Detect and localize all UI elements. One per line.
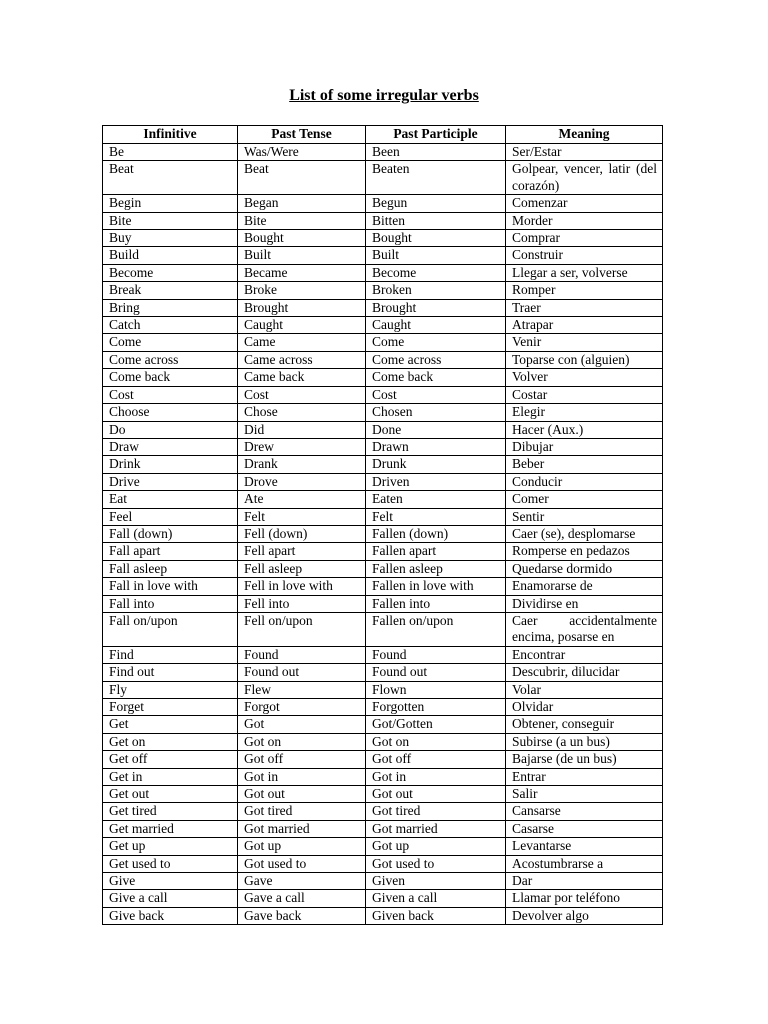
infinitive-cell: Be <box>103 144 238 161</box>
infinitive-cell: Fall asleep <box>103 560 238 577</box>
past-participle-cell: Become <box>366 264 506 281</box>
past-participle-cell: Fallen apart <box>366 543 506 560</box>
table-body <box>103 144 663 925</box>
table-row <box>103 299 663 316</box>
table-row <box>103 404 663 421</box>
past-participle-cell: Fallen (down) <box>366 525 506 542</box>
past-tense-cell: Fell into <box>238 595 366 612</box>
meaning-cell: Dividirse en <box>506 595 663 612</box>
infinitive-cell: Build <box>103 247 238 264</box>
infinitive-cell: Find <box>103 646 238 663</box>
past-tense-cell: Came back <box>238 369 366 386</box>
meaning-cell: Llamar por teléfono <box>506 890 663 907</box>
past-participle-cell: Fallen on/upon <box>366 612 506 646</box>
past-participle-cell: Fallen into <box>366 595 506 612</box>
past-tense-cell: Cost <box>238 386 366 403</box>
infinitive-cell: Forget <box>103 699 238 716</box>
past-participle-cell: Drawn <box>366 438 506 455</box>
past-participle-cell: Come across <box>366 351 506 368</box>
table-row <box>103 733 663 750</box>
table-row <box>103 473 663 490</box>
past-tense-cell: Flew <box>238 681 366 698</box>
infinitive-cell: Get married <box>103 820 238 837</box>
past-participle-cell: Been <box>366 144 506 161</box>
table-row <box>103 456 663 473</box>
table-row <box>103 578 663 595</box>
header-meaning: Meaning <box>506 126 663 144</box>
meaning-cell: Acostumbrarse a <box>506 855 663 872</box>
irregular-verbs-table <box>102 125 663 925</box>
past-tense-cell: Fell apart <box>238 543 366 560</box>
table-row <box>103 612 663 646</box>
past-participle-cell: Beaten <box>366 161 506 195</box>
infinitive-cell: Fall in love with <box>103 578 238 595</box>
table-row <box>103 247 663 264</box>
past-tense-cell: Drove <box>238 473 366 490</box>
table-row <box>103 751 663 768</box>
infinitive-cell: Find out <box>103 664 238 681</box>
meaning-cell: Sentir <box>506 508 663 525</box>
infinitive-cell: Break <box>103 282 238 299</box>
past-participle-cell: Found out <box>366 664 506 681</box>
infinitive-cell: Eat <box>103 491 238 508</box>
table-row <box>103 144 663 161</box>
meaning-cell: Costar <box>506 386 663 403</box>
meaning-cell: Cansarse <box>506 803 663 820</box>
table-row <box>103 369 663 386</box>
infinitive-cell: Get in <box>103 768 238 785</box>
past-tense-cell: Bought <box>238 230 366 247</box>
infinitive-cell: Catch <box>103 317 238 334</box>
meaning-cell: Toparse con (alguien) <box>506 351 663 368</box>
infinitive-cell: Fall apart <box>103 543 238 560</box>
past-participle-cell: Eaten <box>366 491 506 508</box>
past-tense-cell: Fell in love with <box>238 578 366 595</box>
meaning-cell: Comenzar <box>506 195 663 212</box>
meaning-cell: Traer <box>506 299 663 316</box>
past-tense-cell: Got used to <box>238 855 366 872</box>
table-row <box>103 803 663 820</box>
meaning-cell: Devolver algo <box>506 907 663 924</box>
past-participle-cell: Felt <box>366 508 506 525</box>
table-row <box>103 438 663 455</box>
header-past-participle: Past Participle <box>366 126 506 144</box>
past-tense-cell: Bite <box>238 212 366 229</box>
meaning-cell: Hacer (Aux.) <box>506 421 663 438</box>
meaning-cell: Levantarse <box>506 838 663 855</box>
past-participle-cell: Come <box>366 334 506 351</box>
past-participle-cell: Got off <box>366 751 506 768</box>
infinitive-cell: Bring <box>103 299 238 316</box>
infinitive-cell: Buy <box>103 230 238 247</box>
meaning-cell: Quedarse dormido <box>506 560 663 577</box>
past-participle-cell: Done <box>366 421 506 438</box>
infinitive-cell: Choose <box>103 404 238 421</box>
meaning-cell: Elegir <box>506 404 663 421</box>
past-participle-cell: Caught <box>366 317 506 334</box>
meaning-cell: Comprar <box>506 230 663 247</box>
table-row <box>103 716 663 733</box>
past-tense-cell: Got tired <box>238 803 366 820</box>
past-tense-cell: Came across <box>238 351 366 368</box>
past-tense-cell: Got up <box>238 838 366 855</box>
infinitive-cell: Get up <box>103 838 238 855</box>
past-participle-cell: Begun <box>366 195 506 212</box>
past-tense-cell: Became <box>238 264 366 281</box>
past-tense-cell: Built <box>238 247 366 264</box>
past-tense-cell: Got out <box>238 786 366 803</box>
past-tense-cell: Caught <box>238 317 366 334</box>
past-participle-cell: Given a call <box>366 890 506 907</box>
past-participle-cell: Driven <box>366 473 506 490</box>
table-row <box>103 873 663 890</box>
past-tense-cell: Forgot <box>238 699 366 716</box>
table-row <box>103 560 663 577</box>
past-tense-cell: Came <box>238 334 366 351</box>
infinitive-cell: Get out <box>103 786 238 803</box>
past-participle-cell: Found <box>366 646 506 663</box>
past-tense-cell: Began <box>238 195 366 212</box>
table-row <box>103 525 663 542</box>
table-row <box>103 282 663 299</box>
header-infinitive: Infinitive <box>103 126 238 144</box>
meaning-cell: Atrapar <box>506 317 663 334</box>
infinitive-cell: Give a call <box>103 890 238 907</box>
past-participle-cell: Given back <box>366 907 506 924</box>
table-row <box>103 386 663 403</box>
past-tense-cell: Found out <box>238 664 366 681</box>
meaning-cell: Comer <box>506 491 663 508</box>
infinitive-cell: Draw <box>103 438 238 455</box>
past-tense-cell: Drank <box>238 456 366 473</box>
meaning-cell: Dar <box>506 873 663 890</box>
past-participle-cell: Fallen in love with <box>366 578 506 595</box>
past-participle-cell: Forgotten <box>366 699 506 716</box>
meaning-cell: Salir <box>506 786 663 803</box>
meaning-cell: Casarse <box>506 820 663 837</box>
table-row <box>103 161 663 195</box>
meaning-cell: Golpear, vencer, latir (del corazón) <box>506 161 663 195</box>
past-participle-cell: Brought <box>366 299 506 316</box>
past-tense-cell: Got married <box>238 820 366 837</box>
infinitive-cell: Fall into <box>103 595 238 612</box>
past-tense-cell: Got <box>238 716 366 733</box>
table-row <box>103 768 663 785</box>
table-row <box>103 595 663 612</box>
past-participle-cell: Given <box>366 873 506 890</box>
meaning-cell: Encontrar <box>506 646 663 663</box>
table-row <box>103 317 663 334</box>
infinitive-cell: Do <box>103 421 238 438</box>
past-tense-cell: Felt <box>238 508 366 525</box>
table-row <box>103 421 663 438</box>
past-participle-cell: Got up <box>366 838 506 855</box>
table-row <box>103 890 663 907</box>
past-tense-cell: Broke <box>238 282 366 299</box>
infinitive-cell: Feel <box>103 508 238 525</box>
table-row <box>103 838 663 855</box>
past-tense-cell: Fell on/upon <box>238 612 366 646</box>
infinitive-cell: Get used to <box>103 855 238 872</box>
table-row <box>103 264 663 281</box>
table-row <box>103 786 663 803</box>
infinitive-cell: Get tired <box>103 803 238 820</box>
meaning-cell: Subirse (a un bus) <box>506 733 663 750</box>
meaning-cell: Romperse en pedazos <box>506 543 663 560</box>
table-row <box>103 699 663 716</box>
infinitive-cell: Beat <box>103 161 238 195</box>
table-row <box>103 820 663 837</box>
infinitive-cell: Fly <box>103 681 238 698</box>
past-tense-cell: Brought <box>238 299 366 316</box>
past-participle-cell: Built <box>366 247 506 264</box>
meaning-cell: Dibujar <box>506 438 663 455</box>
past-tense-cell: Did <box>238 421 366 438</box>
infinitive-cell: Come <box>103 334 238 351</box>
document-title: List of some irregular verbs <box>289 87 479 104</box>
table-row <box>103 664 663 681</box>
past-tense-cell: Beat <box>238 161 366 195</box>
table-row <box>103 508 663 525</box>
past-participle-cell: Fallen asleep <box>366 560 506 577</box>
infinitive-cell: Give <box>103 873 238 890</box>
past-participle-cell: Flown <box>366 681 506 698</box>
meaning-cell: Caer (se), desplomarse <box>506 525 663 542</box>
past-participle-cell: Got/Gotten <box>366 716 506 733</box>
past-participle-cell: Got tired <box>366 803 506 820</box>
infinitive-cell: Begin <box>103 195 238 212</box>
infinitive-cell: Drive <box>103 473 238 490</box>
infinitive-cell: Come across <box>103 351 238 368</box>
infinitive-cell: Fall on/upon <box>103 612 238 646</box>
meaning-cell: Entrar <box>506 768 663 785</box>
table-row <box>103 230 663 247</box>
table-row <box>103 681 663 698</box>
meaning-cell: Ser/Estar <box>506 144 663 161</box>
meaning-cell: Morder <box>506 212 663 229</box>
past-participle-cell: Chosen <box>366 404 506 421</box>
infinitive-cell: Bite <box>103 212 238 229</box>
header-past-tense: Past Tense <box>238 126 366 144</box>
past-tense-cell: Chose <box>238 404 366 421</box>
table-row <box>103 334 663 351</box>
past-participle-cell: Got in <box>366 768 506 785</box>
past-tense-cell: Was/Were <box>238 144 366 161</box>
infinitive-cell: Fall (down) <box>103 525 238 542</box>
past-tense-cell: Gave <box>238 873 366 890</box>
meaning-cell: Descubrir, dilucidar <box>506 664 663 681</box>
table-row <box>103 646 663 663</box>
past-participle-cell: Got used to <box>366 855 506 872</box>
past-participle-cell: Broken <box>366 282 506 299</box>
past-participle-cell: Bitten <box>366 212 506 229</box>
past-participle-cell: Got out <box>366 786 506 803</box>
past-participle-cell: Got on <box>366 733 506 750</box>
meaning-cell: Obtener, conseguir <box>506 716 663 733</box>
past-tense-cell: Got off <box>238 751 366 768</box>
meaning-cell: Venir <box>506 334 663 351</box>
infinitive-cell: Become <box>103 264 238 281</box>
past-tense-cell: Got on <box>238 733 366 750</box>
meaning-cell: Volar <box>506 681 663 698</box>
table-row <box>103 543 663 560</box>
past-participle-cell: Drunk <box>366 456 506 473</box>
past-participle-cell: Bought <box>366 230 506 247</box>
past-tense-cell: Got in <box>238 768 366 785</box>
table-row <box>103 195 663 212</box>
infinitive-cell: Drink <box>103 456 238 473</box>
meaning-cell: Volver <box>506 369 663 386</box>
table-row <box>103 212 663 229</box>
meaning-cell: Bajarse (de un bus) <box>506 751 663 768</box>
meaning-cell: Enamorarse de <box>506 578 663 595</box>
meaning-cell: Caer accidentalmente encima, posarse en <box>506 612 663 646</box>
past-tense-cell: Ate <box>238 491 366 508</box>
infinitive-cell: Get <box>103 716 238 733</box>
table-row <box>103 907 663 924</box>
meaning-cell: Conducir <box>506 473 663 490</box>
infinitive-cell: Get on <box>103 733 238 750</box>
table-row <box>103 855 663 872</box>
infinitive-cell: Cost <box>103 386 238 403</box>
meaning-cell: Llegar a ser, volverse <box>506 264 663 281</box>
past-tense-cell: Gave back <box>238 907 366 924</box>
past-tense-cell: Fell (down) <box>238 525 366 542</box>
meaning-cell: Romper <box>506 282 663 299</box>
meaning-cell: Construir <box>506 247 663 264</box>
infinitive-cell: Come back <box>103 369 238 386</box>
table-row <box>103 491 663 508</box>
infinitive-cell: Give back <box>103 907 238 924</box>
infinitive-cell: Get off <box>103 751 238 768</box>
past-tense-cell: Found <box>238 646 366 663</box>
meaning-cell: Olvidar <box>506 699 663 716</box>
past-tense-cell: Drew <box>238 438 366 455</box>
table-row <box>103 351 663 368</box>
meaning-cell: Beber <box>506 456 663 473</box>
past-tense-cell: Fell asleep <box>238 560 366 577</box>
past-participle-cell: Cost <box>366 386 506 403</box>
table-header-row <box>103 126 663 144</box>
past-tense-cell: Gave a call <box>238 890 366 907</box>
past-participle-cell: Come back <box>366 369 506 386</box>
past-participle-cell: Got married <box>366 820 506 837</box>
